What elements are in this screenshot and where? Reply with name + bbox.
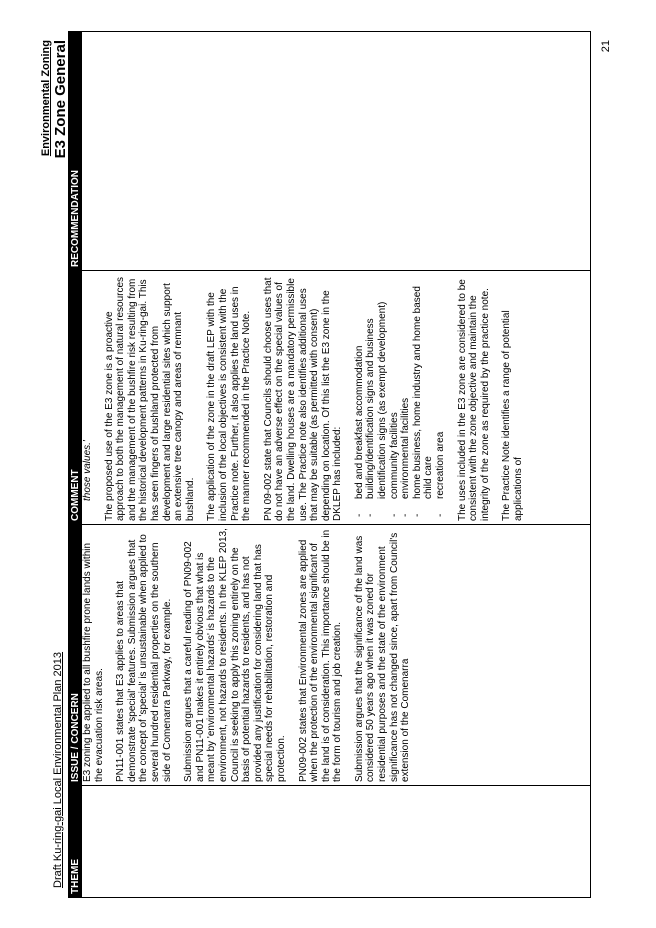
list-item: - environmental facilities bbox=[400, 274, 412, 521]
document-title: Draft Ku-ring-gai Local Environmental Plan 2013 bbox=[52, 651, 64, 888]
issue-paragraph: PN09-002 states that Environmental zones are applied when the protection of the environmental significant of the land is of consideration. This importance should be in the form of tourism and job creation. bbox=[297, 529, 344, 782]
list-item: - bed and breakfast accommodation bbox=[354, 274, 366, 521]
list-item: - building/identification signs and business identification signs (as exempt development) bbox=[365, 274, 388, 521]
list-item: - community facilities bbox=[389, 274, 401, 521]
table-header bbox=[69, 32, 82, 897]
issue-paragraph: Submission argues that a careful reading of PN09-002 and PN11-001 makes it entirely obvious that what is meant by 'environmental hazards' is hazards to the environment, not hazards to residents. In the KLEP 2013, Council is seeking to apply this zoning entirely on the basis of potential hazards to residents, and has not provided any justification for considering land that has special needs for rehabilitation, restoration and protection. bbox=[183, 528, 287, 782]
section-title: E3 Zone General bbox=[52, 40, 69, 159]
section-subtitle: Environmental Zoning bbox=[40, 40, 52, 157]
issue-paragraph: Submission argues that the significance of the land was considered 50 years ago when it was zoned for residential purposes and the state of the environment significance has not changed since, apart from Council's extension of the Comenarra bbox=[353, 532, 412, 782]
issue-paragraph: E3 zoning be applied to all bushfire prone lands within the evacuation risk areas. bbox=[82, 542, 105, 782]
theme-cell bbox=[82, 785, 590, 897]
comment-paragraph: The application of the zone in the draft LEP with the inclusion of the local objectives is consistent with the Practice note. Further, it also applies the land uses in the manner recommended in the Practice Note. bbox=[206, 286, 253, 521]
comment-paragraph: The uses included in the E3 zone are considered to be consistent with the zone objective and maintain the integrity of the zone as required by the practice note. bbox=[456, 279, 491, 521]
list-item: - recreation area bbox=[435, 274, 447, 521]
column-header-issue: ISSUE / CONCERN bbox=[70, 693, 81, 782]
list-item: - home business, home industry and home based child care bbox=[412, 274, 435, 521]
submissions-table bbox=[68, 31, 591, 898]
table-body bbox=[82, 32, 590, 897]
column-header-comment: COMMENT bbox=[70, 469, 81, 521]
comment-intro: those values.' bbox=[82, 440, 93, 501]
comment-cell bbox=[82, 270, 590, 524]
column-header-recommendation: RECOMMENDATION bbox=[70, 169, 81, 267]
comment-paragraph: The Practice Note identifies a range of potential applications of bbox=[501, 310, 524, 521]
issue-cell bbox=[82, 524, 590, 785]
issue-paragraph: PN11-001 states that E3 applies to areas that demonstrate 'special' features. Submission argues that the concept of 'special' is unsustainable when applied to several hundred residential properties on the southern side of Comenarra Parkway, for example. bbox=[115, 534, 173, 782]
recommendation-cell bbox=[82, 32, 590, 270]
section-heading bbox=[40, 40, 69, 158]
column-header-theme: THEME bbox=[70, 859, 81, 894]
comment-paragraph: The proposed use of the E3 zone is a proactive approach to both the management of natural resources and the management of the bushfire risk resulting from the historical development patterns in Ku-ring-gai. This has seen fingers of bushland protected from development and large residential sites which support an extensive tree canopy and areas of remnant bushland. bbox=[103, 276, 196, 521]
permitted-uses-list bbox=[354, 274, 447, 521]
comment-paragraph: PN 09-002 state that Councils should choose uses that do not have an adverse effect on the special values of the land. Dwelling houses are a mandatory permissible use. The Practice note also identifies additional uses that may be suitable (as permitted with consent) depending on location. Of this list the E3 zone in the DKLEP has included: bbox=[262, 277, 344, 521]
page-number: 21 bbox=[600, 40, 612, 53]
